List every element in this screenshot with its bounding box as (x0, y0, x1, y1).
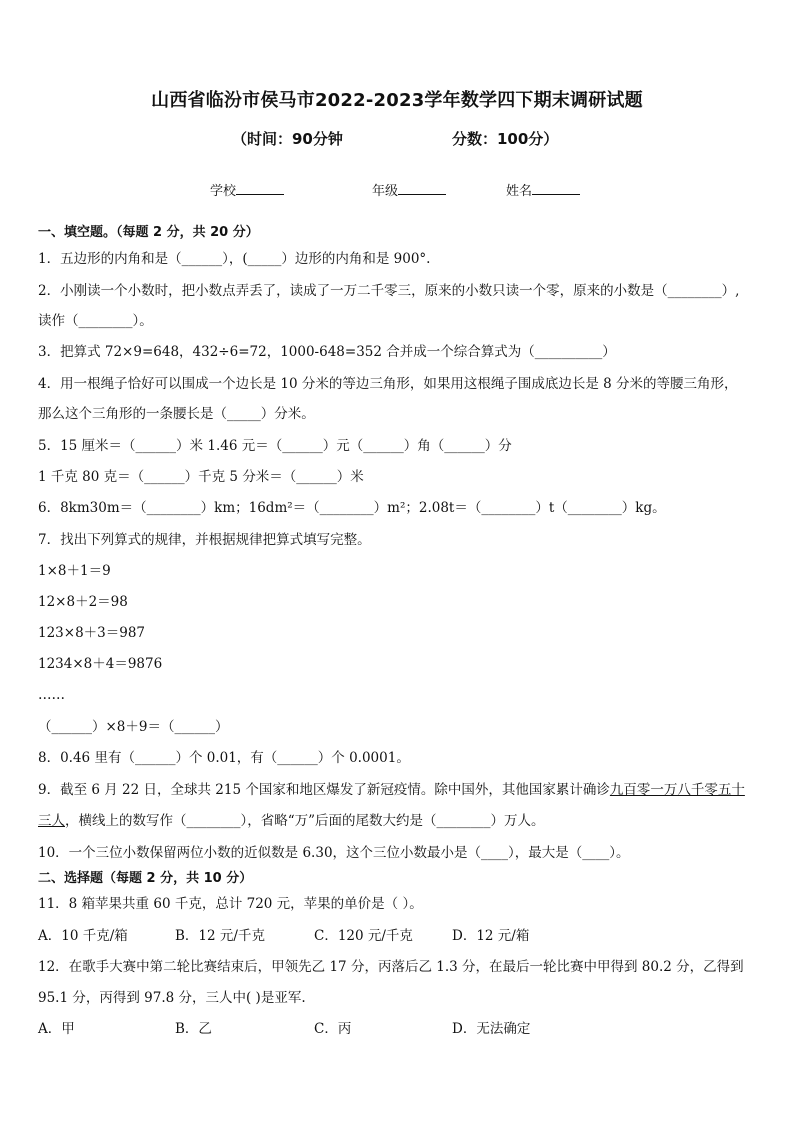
question-4-line2: 那么这个三角形的一条腰长是（_____）分米。 (38, 406, 315, 422)
school-label: 学校 (210, 184, 237, 199)
exam-title: 山西省临汾市侯马市2022-2023学年数学四下期末调研试题 (151, 90, 643, 111)
question-2-line1: 2．小刚读一个小数时，把小数点弄丢了，读成了一万二千零三，原来的小数只读一个零，原来的小数是（________）, (38, 283, 740, 299)
question-3: 3．把算式 72×9=648，432÷6=72，1000-648=352 合并成一个综合算式为（__________） (38, 344, 616, 360)
section2-heading: 二、选择题（每题 2 分，共 10 分） (38, 871, 253, 886)
question-2-line2: 读作（________）。 (38, 313, 153, 329)
q9-underlined-number: 九百零一万八千零五十 (609, 782, 745, 798)
q12-option-a: A．甲 (38, 1021, 75, 1037)
question-8: 8．0.46 里有（______）个 0.01，有（______）个 0.0001。 (38, 750, 410, 766)
q7-row: 123×8＋3＝987 (38, 625, 146, 641)
q12-option-b: B．乙 (175, 1021, 212, 1037)
q9-text: 9．截至 6 月 22 日，全球共 215 个国家和地区爆发了新冠疫情。除中国外，其他国家累计确诊 (38, 782, 610, 798)
question-4-line1: 4．用一根绳子恰好可以围成一个边长是 10 分米的等边三角形，如果用这根绳子围成底边长是 8 分米的等腰三角形， (38, 376, 738, 392)
question-10: 10．一个三位小数保留两位小数的近似数是 6.30，这个三位小数最小是（____），最大是（____）。 (38, 845, 630, 861)
question-9-line1 (38, 781, 745, 799)
name-label: 姓名 (506, 184, 533, 199)
q9-text-end: ，横线上的数写作（________），省略“万”后面的尾数大约是（________）万人。 (65, 813, 545, 829)
question-9-line2 (38, 812, 545, 830)
question-12-line1: 12．在歌手大赛中第二轮比赛结束后，甲领先乙 17 分，丙落后乙 1.3 分，在最后一轮比赛中甲得到 80.2 分，乙得到 (38, 959, 744, 975)
q7-row: （______）×8＋9＝（______） (38, 719, 229, 735)
question-12-line2: 95.1 分，丙得到 97.8 分，三人中( )是亚军. (38, 990, 306, 1006)
grade-label: 年级 (372, 184, 399, 199)
grade-field (372, 180, 446, 199)
question-6: 6．8km30m＝（________）km；16dm²＝（________）m²；2.08t＝（________）t（________）kg。 (38, 500, 666, 516)
question-5-line2: 1 千克 80 克＝（______）千克 5 分米＝（______）米 (38, 469, 364, 485)
q7-row: 12×8＋2＝98 (38, 594, 128, 610)
q11-option-d: D．12 元/箱 (452, 928, 530, 944)
q7-row: 1234×8＋4＝9876 (38, 656, 163, 672)
q11-option-c: C．120 元/千克 (314, 928, 413, 944)
section1-heading: 一、填空题。（每题 2 分，共 20 分） (38, 225, 259, 240)
q9-underlined-number-end: 三人 (38, 813, 65, 829)
question-1: 1．五边形的内角和是（______），(_____）边形的内角和是 900°. (38, 251, 431, 267)
question-11: 11．8 箱苹果共重 60 千克，总计 720 元，苹果的单价是（ ）。 (38, 896, 423, 912)
school-field (210, 180, 284, 199)
q12-option-d: D．无法确定 (452, 1021, 531, 1037)
question-7: 7．找出下列算式的规律，并根据规律把算式填写完整。 (38, 532, 371, 548)
exam-time: （时间：90分钟 (232, 130, 343, 148)
q11-option-a: A．10 千克/箱 (38, 928, 128, 944)
name-field (506, 180, 580, 199)
q7-row: …… (38, 687, 65, 703)
exam-score: 分数：100分） (452, 130, 559, 148)
q12-option-c: C．丙 (314, 1021, 352, 1037)
q7-row: 1×8＋1＝9 (38, 563, 111, 579)
question-5-line1: 5．15 厘米＝（______）米 1.46 元＝（______）元（______）角（______）分 (38, 438, 512, 454)
q11-option-b: B．12 元/千克 (175, 928, 265, 944)
